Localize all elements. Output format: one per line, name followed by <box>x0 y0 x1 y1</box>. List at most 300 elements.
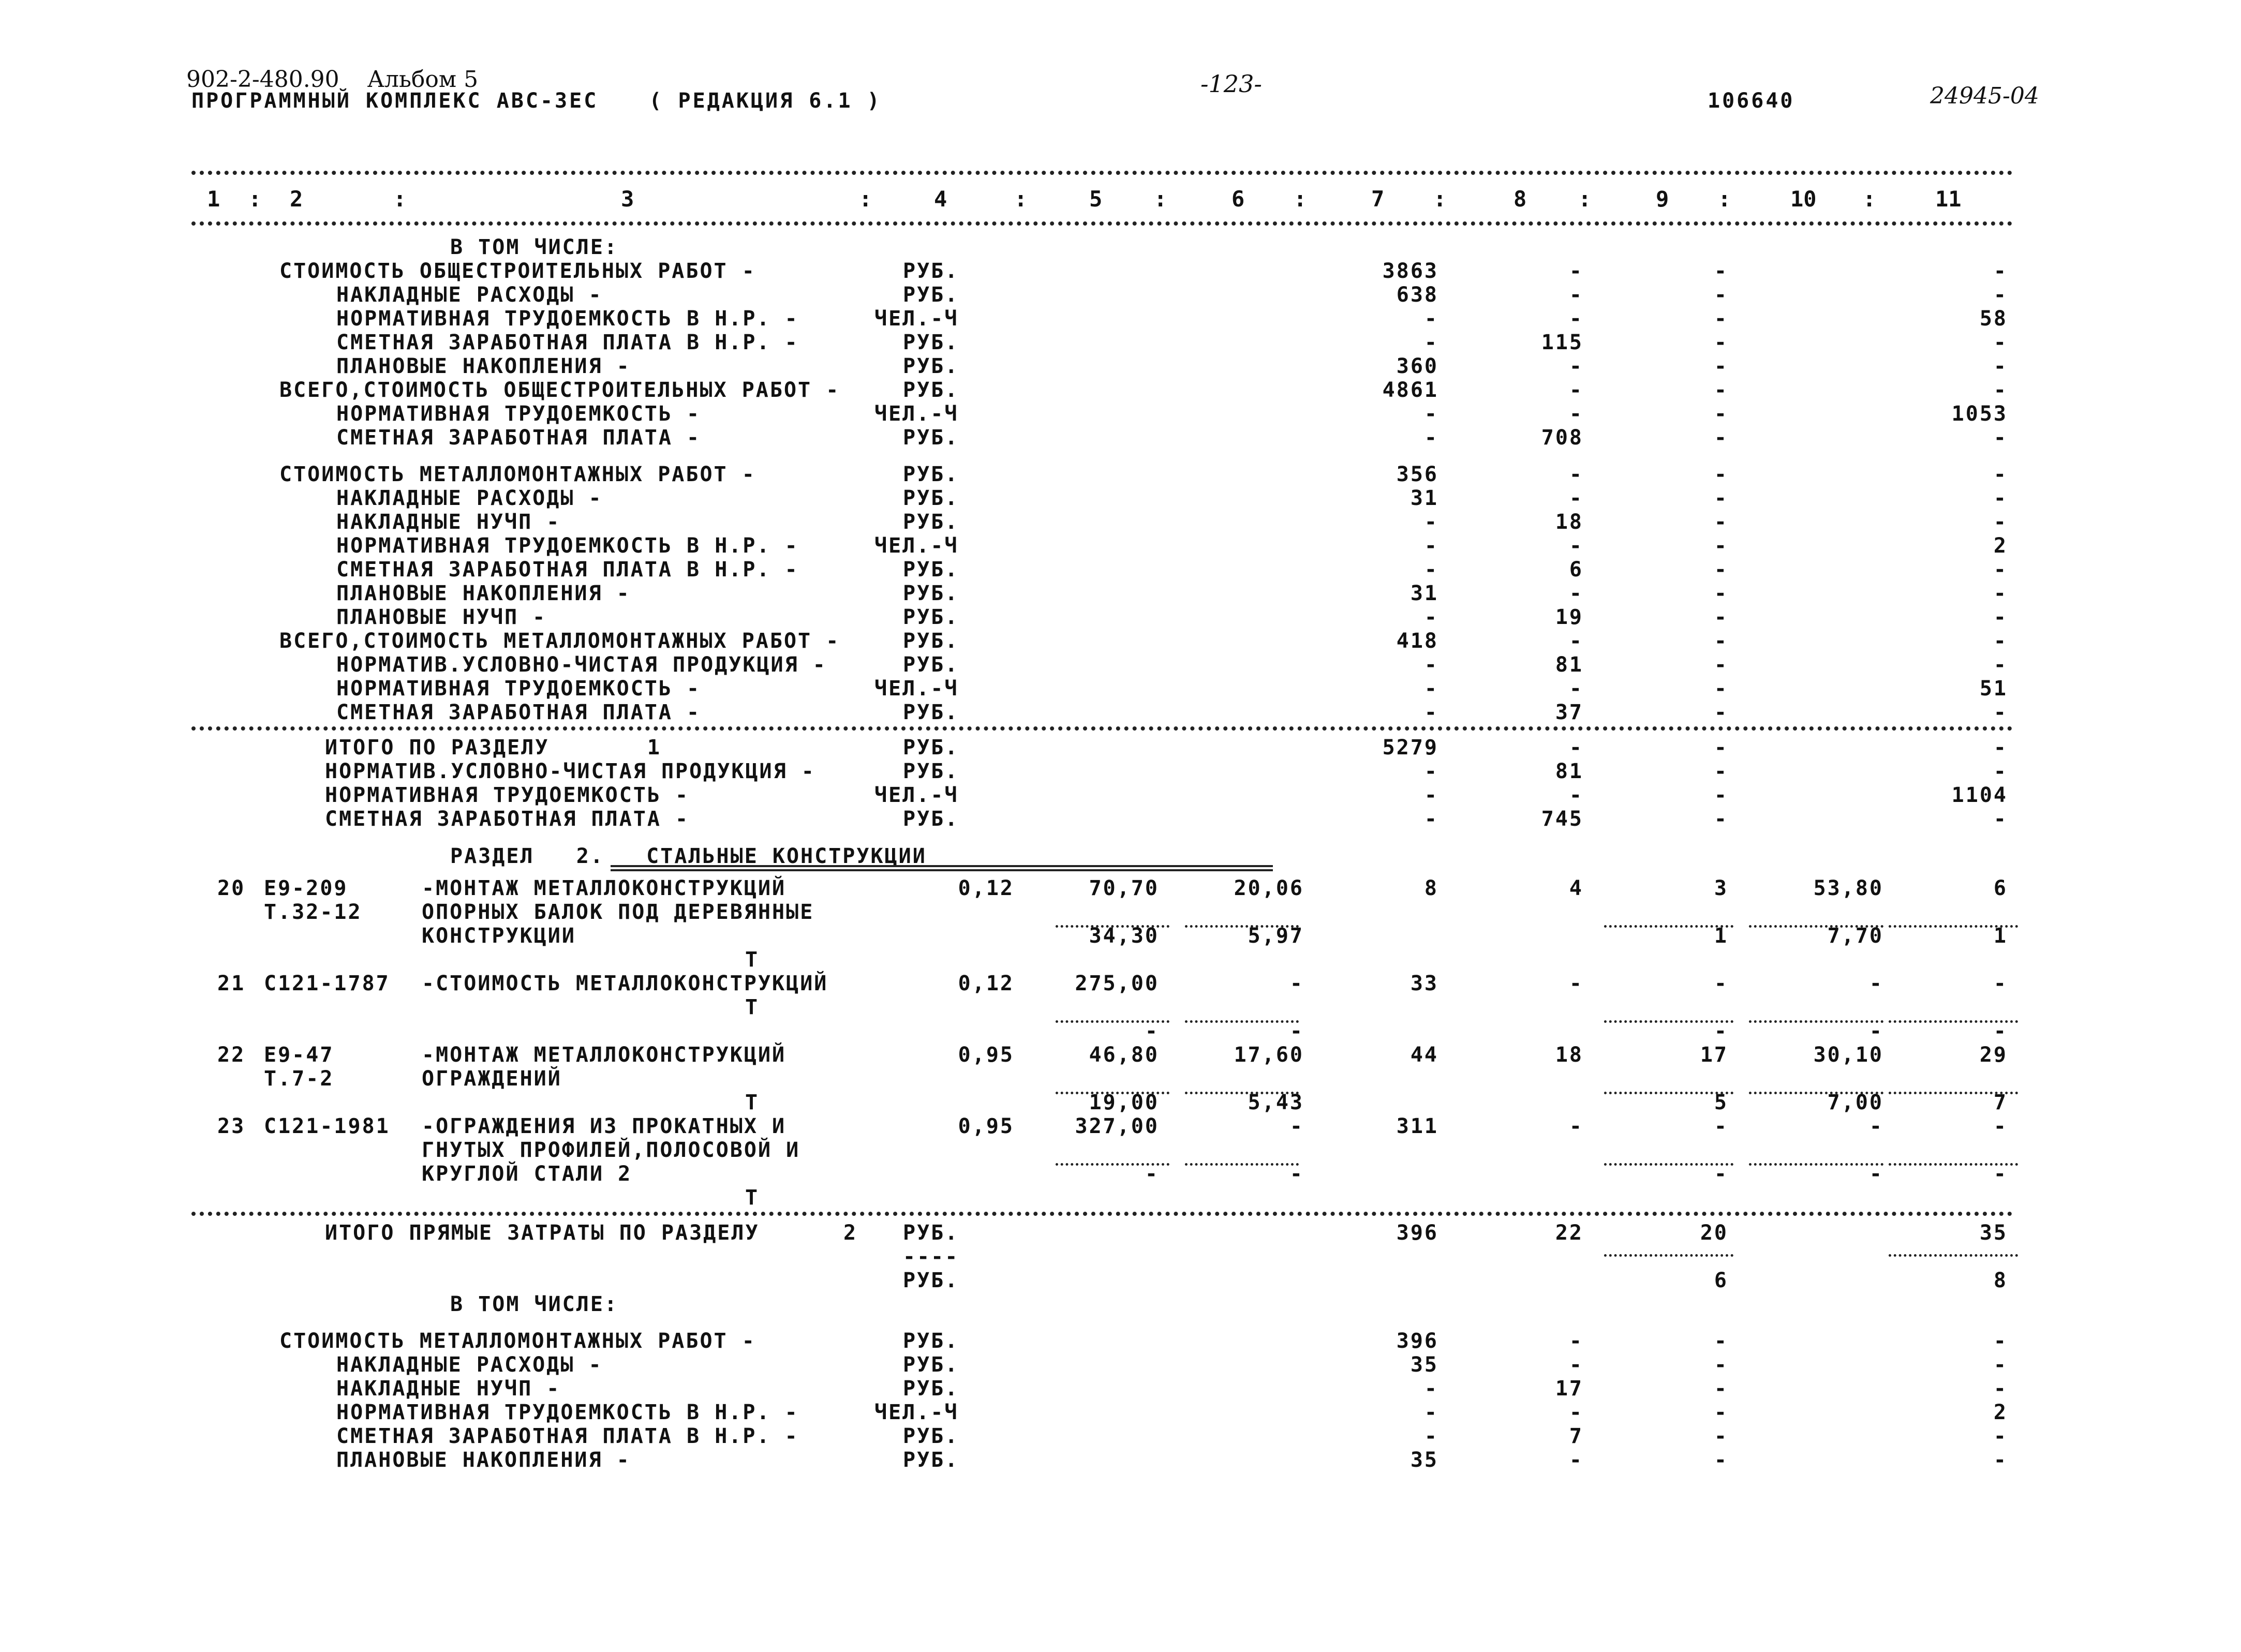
value-col-11: - <box>1993 1019 2008 1043</box>
column-separator: : <box>1718 186 1731 212</box>
table-row <box>0 948 2241 972</box>
value-col-8: 22 <box>1555 1221 1583 1245</box>
row-description: Т <box>745 1090 760 1114</box>
table-row <box>0 1019 2241 1043</box>
row-description: -СТОИМОСТЬ МЕТАЛЛОКОНСТРУКЦИЙ <box>422 971 828 995</box>
value-col-9: - <box>1714 971 1728 995</box>
column-header-2: 2 <box>290 186 303 212</box>
unit-of-measure: РУБ. <box>903 605 959 630</box>
row-description: ОПОРНЫХ БАЛОК ПОД ДЕРЕВЯННЫЕ <box>422 900 814 924</box>
row-description: НОРМАТИВ.УСЛОВНО-ЧИСТАЯ ПРОДУКЦИЯ - <box>325 760 815 784</box>
unit-of-measure: РУБ. <box>903 378 959 402</box>
value-col-9: - <box>1714 259 1728 283</box>
value-col-8: - <box>1569 283 1583 307</box>
value-col-9: - <box>1714 629 1728 653</box>
value-col-7: 31 <box>1410 486 1438 511</box>
unit-of-measure: РУБ. <box>903 701 959 725</box>
table-row <box>0 463 2241 486</box>
value-col-8: 4 <box>1569 876 1583 900</box>
value-col-6: - <box>1289 1019 1304 1043</box>
value-col-11: - <box>1993 510 2008 534</box>
unit-of-measure: РУБ. <box>903 259 959 283</box>
value-col-8: - <box>1569 736 1583 760</box>
row-description: КОНСТРУКЦИИ <box>422 924 576 948</box>
value-col-11: 29 <box>1979 1043 2008 1067</box>
value-col-11: 1104 <box>1951 783 2008 808</box>
value-col-9: 3 <box>1714 876 1728 900</box>
table-row <box>0 1067 2241 1091</box>
value-col-7: 396 <box>1396 1221 1438 1245</box>
column-header-5: 5 <box>1089 186 1103 212</box>
unit-of-measure: РУБ. <box>903 331 959 354</box>
value-col-8: 115 <box>1541 331 1583 354</box>
row-description: НАКЛАДНЫЕ РАСХОДЫ - <box>336 283 603 307</box>
row-description: -МОНТАЖ МЕТАЛЛОКОНСТРУКЦИЙ <box>422 876 786 900</box>
value-col-9: 17 <box>1700 1043 1728 1067</box>
subtotal-rule <box>1889 1254 2018 1257</box>
value-col-7: - <box>1424 1424 1438 1448</box>
row-description: СТОИМОСТЬ МЕТАЛЛОМОНТАЖНЫХ РАБОТ - <box>279 1329 756 1353</box>
row-description: СМЕТНАЯ ЗАРАБОТНАЯ ПЛАТА - <box>336 426 701 450</box>
column-header-8: 8 <box>1513 186 1527 212</box>
unit-of-measure: ЧЕЛ.-Ч <box>874 677 959 701</box>
row-description: НОРМАТИВНАЯ ТРУДОЕМКОСТЬ В Н.Р. - <box>336 534 799 558</box>
value-col-8: 18 <box>1555 1043 1583 1067</box>
value-col-5: - <box>1145 1019 1159 1043</box>
value-col-7: 33 <box>1410 971 1438 995</box>
value-col-10: - <box>1869 1114 1883 1138</box>
row-description: ГНУТЫХ ПРОФИЛЕЙ,ПОЛОСОВОЙ И <box>422 1138 800 1162</box>
value-col-8: - <box>1569 307 1583 331</box>
unit-of-measure: РУБ. <box>903 629 959 653</box>
row-description: СМЕТНАЯ ЗАРАБОТНАЯ ПЛАТА В Н.Р. - <box>336 558 799 582</box>
column-separator: : <box>1014 186 1028 212</box>
table-row <box>0 378 2241 402</box>
value-col-8: 81 <box>1555 653 1583 677</box>
row-description: СМЕТНАЯ ЗАРАБОТНАЯ ПЛАТА - <box>336 701 701 725</box>
value-col-7: - <box>1424 402 1438 426</box>
value-col-9: 20 <box>1700 1221 1728 1245</box>
value-col-11: 35 <box>1979 1221 2008 1245</box>
value-col-9: - <box>1714 677 1728 701</box>
table-row <box>0 235 2241 259</box>
section-rule <box>191 1212 2013 1216</box>
row-description: -ОГРАЖДЕНИЯ ИЗ ПРОКАТНЫХ И <box>422 1114 786 1138</box>
value-col-11: - <box>1993 283 2008 307</box>
value-col-9: - <box>1714 1424 1728 1448</box>
row-description: ПЛАНОВЫЕ НАКОПЛЕНИЯ - <box>336 354 631 378</box>
value-col-7: - <box>1424 807 1438 831</box>
table-row <box>0 283 2241 307</box>
table-row <box>0 653 2241 677</box>
rate-code: Т.32-12 <box>264 900 362 924</box>
value-col-11: - <box>1993 354 2008 378</box>
value-col-11: - <box>1993 1329 2008 1353</box>
value-col-11: - <box>1993 1162 2008 1186</box>
column-separator: : <box>393 186 407 212</box>
value-col-8: - <box>1569 1352 1583 1377</box>
row-description: КРУГЛОЙ СТАЛИ 2 <box>422 1162 632 1186</box>
value-col-8: 19 <box>1555 605 1583 630</box>
value-col-11: - <box>1993 463 2008 487</box>
value-col-8: - <box>1569 1329 1583 1353</box>
value-col-9: - <box>1714 307 1728 331</box>
value-col-9: 1 <box>1714 924 1728 948</box>
row-description: НОРМАТИВНАЯ ТРУДОЕМКОСТЬ В Н.Р. - <box>336 307 799 331</box>
table-row <box>0 1138 2241 1162</box>
value-col-7: - <box>1424 605 1438 630</box>
subtotal-rule <box>1604 1254 1733 1257</box>
value-col-8: - <box>1569 582 1583 606</box>
row-description: НОРМАТИВНАЯ ТРУДОЕМКОСТЬ - <box>325 783 690 808</box>
table-row <box>0 354 2241 378</box>
unit-of-measure: РУБ. <box>903 1424 959 1448</box>
value-col-8: - <box>1569 783 1583 808</box>
row-description: НАКЛАДНЫЕ РАСХОДЫ - <box>336 1352 603 1377</box>
value-col-7: 35 <box>1410 1448 1438 1472</box>
value-col-11: - <box>1993 378 2008 402</box>
column-separator: : <box>859 186 872 212</box>
row-description: НАКЛАДНЫЕ НУЧП - <box>336 1376 561 1401</box>
value-col-5: - <box>1145 1162 1159 1186</box>
value-col-9: - <box>1714 558 1728 582</box>
rate-code: С121-1787 <box>264 971 390 995</box>
value-col-9: - <box>1714 510 1728 534</box>
table-row <box>0 760 2241 783</box>
value-col-8: 745 <box>1541 807 1583 831</box>
row-description: СТОИМОСТЬ МЕТАЛЛОМОНТАЖНЫХ РАБОТ - <box>279 463 756 487</box>
column-separator: : <box>1154 186 1167 212</box>
table-row <box>0 1448 2241 1472</box>
unit-of-measure: РУБ. <box>903 736 959 760</box>
value-col-11: - <box>1993 1114 2008 1138</box>
value-col-7: - <box>1424 760 1438 784</box>
column-header-3: 3 <box>621 186 634 212</box>
value-col-6: 5,97 <box>1248 924 1304 948</box>
value-col-7: - <box>1424 783 1438 808</box>
value-col-10: 7,70 <box>1827 924 1883 948</box>
table-row <box>0 1329 2241 1353</box>
column-header-9: 9 <box>1656 186 1669 212</box>
value-col-7: - <box>1424 510 1438 534</box>
value-col-7: 35 <box>1410 1352 1438 1377</box>
value-col-6: 20,06 <box>1234 876 1304 900</box>
value-col-8: 37 <box>1555 701 1583 725</box>
row-description: НОРМАТИВНАЯ ТРУДОЕМКОСТЬ В Н.Р. - <box>336 1400 799 1424</box>
value-col-9: 6 <box>1714 1268 1728 1292</box>
value-col-7: - <box>1424 1400 1438 1424</box>
value-col-4: 0,12 <box>958 971 1014 995</box>
value-col-9: - <box>1714 331 1728 354</box>
value-col-9: - <box>1714 426 1728 450</box>
value-col-8: - <box>1569 534 1583 558</box>
value-col-8: - <box>1569 971 1583 995</box>
value-col-11: - <box>1993 582 2008 606</box>
row-description: ИТОГО ПРЯМЫЕ ЗАТРАТЫ ПО РАЗДЕЛУ 2 <box>325 1221 858 1245</box>
unit-of-measure: РУБ. <box>903 1352 959 1377</box>
value-col-7: - <box>1424 1376 1438 1401</box>
value-col-11: - <box>1993 971 2008 995</box>
unit-of-measure: РУБ. <box>903 283 959 307</box>
value-col-8: - <box>1569 1400 1583 1424</box>
value-col-10: - <box>1869 1162 1883 1186</box>
page-number: -123- <box>1200 70 1262 98</box>
row-description: ПЛАНОВЫЕ НУЧП - <box>336 605 547 630</box>
value-col-7: - <box>1424 701 1438 725</box>
value-col-7: 396 <box>1396 1329 1438 1353</box>
column-header-11: 11 <box>1935 186 1962 212</box>
value-col-11: 6 <box>1993 876 2008 900</box>
value-col-9: - <box>1714 807 1728 831</box>
unit-of-measure: РУБ. <box>903 426 959 450</box>
value-col-11: - <box>1993 426 2008 450</box>
row-description: В ТОМ ЧИСЛЕ: <box>450 1292 618 1316</box>
row-description: НАКЛАДНЫЕ РАСХОДЫ - <box>336 486 603 511</box>
table-row <box>0 1353 2241 1377</box>
table-row <box>0 426 2241 450</box>
value-col-8: - <box>1569 463 1583 487</box>
value-col-11: 8 <box>1993 1268 2008 1292</box>
value-col-11: - <box>1993 605 2008 630</box>
value-col-11: 1053 <box>1951 402 2008 426</box>
edition-label: ( РЕДАКЦИЯ 6.1 ) <box>649 89 882 113</box>
table-row <box>0 1091 2241 1114</box>
unit-of-measure: РУБ. <box>903 1268 959 1292</box>
value-col-9: - <box>1714 582 1728 606</box>
table-row <box>0 402 2241 426</box>
column-header-10: 10 <box>1790 186 1817 212</box>
rate-code: Е9-209 <box>264 876 348 900</box>
item-number: 22 <box>217 1043 246 1067</box>
value-col-9: - <box>1714 783 1728 808</box>
value-col-9: - <box>1714 283 1728 307</box>
value-col-5: 275,00 <box>1075 971 1159 995</box>
value-col-9: - <box>1714 534 1728 558</box>
table-row <box>0 534 2241 558</box>
unit-of-measure: РУБ. <box>903 1448 959 1472</box>
value-col-9: - <box>1714 1448 1728 1472</box>
value-col-11: - <box>1993 736 2008 760</box>
value-col-9: - <box>1714 463 1728 487</box>
value-col-11: - <box>1993 486 2008 511</box>
table-row <box>0 486 2241 510</box>
value-col-4: 0,12 <box>958 876 1014 900</box>
unit-of-measure: РУБ. <box>903 463 959 487</box>
value-col-9: - <box>1714 760 1728 784</box>
table-row <box>0 510 2241 534</box>
value-col-7: 3863 <box>1382 259 1438 283</box>
row-description: СМЕТНАЯ ЗАРАБОТНАЯ ПЛАТА В Н.Р. - <box>336 331 799 354</box>
value-col-5: 19,00 <box>1089 1090 1159 1114</box>
row-description: ВСЕГО,СТОИМОСТЬ МЕТАЛЛОМОНТАЖНЫХ РАБОТ - <box>279 629 840 653</box>
value-col-8: 17 <box>1555 1376 1583 1401</box>
value-col-8: - <box>1569 354 1583 378</box>
value-col-10: 30,10 <box>1813 1043 1883 1067</box>
unit-of-measure: РУБ. <box>903 354 959 378</box>
unit-of-measure: РУБ. <box>903 1329 959 1353</box>
row-description: ОГРАЖДЕНИЙ <box>422 1066 562 1091</box>
value-col-11: - <box>1993 259 2008 283</box>
unit-of-measure: РУБ. <box>903 558 959 582</box>
table-row <box>0 1043 2241 1067</box>
row-description: НОРМАТИВНАЯ ТРУДОЕМКОСТЬ - <box>336 402 701 426</box>
row-description: Т <box>745 1185 760 1210</box>
value-col-10: 53,80 <box>1813 876 1883 900</box>
value-col-9: - <box>1714 1162 1728 1186</box>
value-col-11: - <box>1993 807 2008 831</box>
table-row <box>0 605 2241 629</box>
column-header-7: 7 <box>1371 186 1385 212</box>
table-row <box>0 558 2241 582</box>
unit-of-measure: РУБ. <box>903 1376 959 1401</box>
value-col-8: - <box>1569 259 1583 283</box>
item-number: 21 <box>217 971 246 995</box>
table-row <box>0 1377 2241 1401</box>
value-col-8: 18 <box>1555 510 1583 534</box>
value-col-7: 418 <box>1396 629 1438 653</box>
value-col-11: 51 <box>1979 677 2008 701</box>
table-row <box>0 972 2241 995</box>
unit-of-measure: РУБ. <box>903 510 959 534</box>
value-col-7: - <box>1424 534 1438 558</box>
table-row <box>0 1401 2241 1424</box>
unit-of-measure: ЧЕЛ.-Ч <box>874 534 959 558</box>
row-description: В ТОМ ЧИСЛЕ: <box>450 235 618 259</box>
table-row <box>0 1186 2241 1210</box>
value-col-11: 2 <box>1993 1400 2008 1424</box>
value-col-9: - <box>1714 1400 1728 1424</box>
table-row <box>0 876 2241 900</box>
value-col-8: 6 <box>1569 558 1583 582</box>
row-description: ПЛАНОВЫЕ НАКОПЛЕНИЯ - <box>336 1448 631 1472</box>
table-row <box>0 807 2241 831</box>
value-col-7: 4861 <box>1382 378 1438 402</box>
value-col-11: - <box>1993 331 2008 354</box>
row-description: СМЕТНАЯ ЗАРАБОТНАЯ ПЛАТА В Н.Р. - <box>336 1424 799 1448</box>
value-col-9: - <box>1714 1376 1728 1401</box>
unit-of-measure: ЧЕЛ.-Ч <box>874 402 959 426</box>
column-separator: : <box>1294 186 1307 212</box>
value-col-9: - <box>1714 605 1728 630</box>
value-col-7: - <box>1424 677 1438 701</box>
table-row <box>0 995 2241 1019</box>
value-col-11: - <box>1993 558 2008 582</box>
value-col-7: 8 <box>1424 876 1438 900</box>
value-col-10: 7,00 <box>1827 1090 1883 1114</box>
rate-code: Е9-47 <box>264 1043 334 1067</box>
value-col-8: - <box>1569 1114 1583 1138</box>
value-col-10: - <box>1869 971 1883 995</box>
table-row <box>0 1221 2241 1245</box>
value-col-10: - <box>1869 1019 1883 1043</box>
value-col-6: - <box>1289 1162 1304 1186</box>
value-col-7: 31 <box>1410 582 1438 606</box>
column-separator: : <box>1433 186 1447 212</box>
table-row <box>0 582 2241 605</box>
unit-of-measure: ---- <box>903 1244 959 1269</box>
value-col-7: - <box>1424 558 1438 582</box>
row-description: ВСЕГО,СТОИМОСТЬ ОБЩЕСТРОИТЕЛЬНЫХ РАБОТ - <box>279 378 840 402</box>
value-col-7: 356 <box>1396 463 1438 487</box>
value-col-6: 17,60 <box>1234 1043 1304 1067</box>
table-row <box>0 1424 2241 1448</box>
table-row <box>0 307 2241 331</box>
unit-of-measure: РУБ. <box>903 1221 959 1245</box>
table-row <box>0 701 2241 724</box>
value-col-9: - <box>1714 378 1728 402</box>
value-col-11: 2 <box>1993 534 2008 558</box>
value-col-11: 7 <box>1993 1090 2008 1114</box>
value-col-8: 7 <box>1569 1424 1583 1448</box>
value-col-11: - <box>1993 1376 2008 1401</box>
table-row <box>0 677 2241 701</box>
unit-of-measure: РУБ. <box>903 807 959 831</box>
column-header-1: 1 <box>207 186 220 212</box>
table-row <box>0 924 2241 948</box>
value-col-5: 70,70 <box>1089 876 1159 900</box>
unit-of-measure: РУБ. <box>903 486 959 511</box>
value-col-5: 34,30 <box>1089 924 1159 948</box>
value-col-7: 5279 <box>1382 736 1438 760</box>
unit-of-measure: ЧЕЛ.-Ч <box>874 1400 959 1424</box>
value-col-8: 708 <box>1541 426 1583 450</box>
value-col-7: - <box>1424 331 1438 354</box>
column-header-4: 4 <box>934 186 947 212</box>
table-row <box>0 1114 2241 1138</box>
unit-of-measure: РУБ. <box>903 582 959 606</box>
value-col-11: - <box>1993 1352 2008 1377</box>
inventory-number: 24945-04 <box>1930 83 2039 109</box>
table-row <box>0 331 2241 354</box>
value-col-11: - <box>1993 629 2008 653</box>
value-col-9: - <box>1714 1329 1728 1353</box>
value-col-11: - <box>1993 701 2008 725</box>
value-col-11: 1 <box>1993 924 2008 948</box>
value-col-9: - <box>1714 701 1728 725</box>
rate-code: Т.7-2 <box>264 1066 334 1091</box>
table-row <box>0 736 2241 760</box>
row-description: Т <box>745 947 760 972</box>
value-col-6: - <box>1289 1114 1304 1138</box>
row-description: ИТОГО ПО РАЗДЕЛУ 1 <box>325 736 661 760</box>
row-description: СМЕТНАЯ ЗАРАБОТНАЯ ПЛАТА - <box>325 807 690 831</box>
value-col-8: - <box>1569 486 1583 511</box>
item-number: 20 <box>217 876 246 900</box>
value-col-9: - <box>1714 736 1728 760</box>
album-label: Альбом 5 <box>367 66 479 93</box>
value-col-9: - <box>1714 354 1728 378</box>
value-col-11: - <box>1993 760 2008 784</box>
item-number: 23 <box>217 1114 246 1138</box>
value-col-8: - <box>1569 629 1583 653</box>
table-row <box>0 900 2241 924</box>
value-col-8: - <box>1569 1448 1583 1472</box>
column-separator: : <box>1578 186 1592 212</box>
row-description: Т <box>745 995 760 1019</box>
value-col-7: - <box>1424 653 1438 677</box>
value-col-9: - <box>1714 1114 1728 1138</box>
value-col-9: - <box>1714 1352 1728 1377</box>
table-row <box>0 629 2241 653</box>
column-separator: : <box>248 186 262 212</box>
section-underline <box>611 865 1273 871</box>
value-col-7: 44 <box>1410 1043 1438 1067</box>
value-col-8: - <box>1569 402 1583 426</box>
row-description: -МОНТАЖ МЕТАЛЛОКОНСТРУКЦИЙ <box>422 1043 786 1067</box>
value-col-6: - <box>1289 971 1304 995</box>
doc-code: 902-2-480.90 <box>186 66 339 93</box>
value-col-7: 638 <box>1396 283 1438 307</box>
